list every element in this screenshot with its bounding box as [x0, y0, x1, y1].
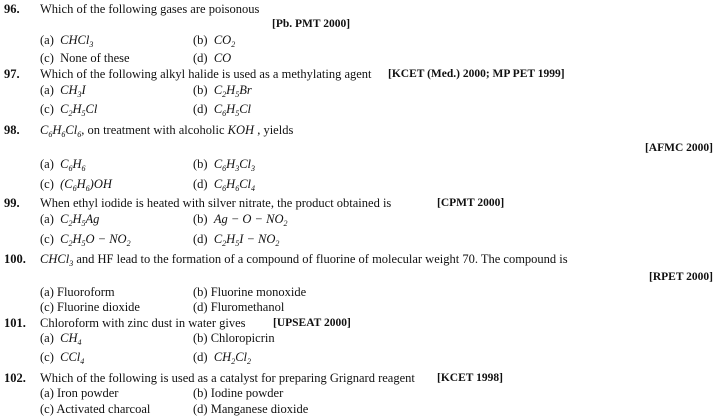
option-label: (c) — [40, 402, 54, 416]
option-label: (b) — [193, 83, 208, 97]
option-label: (a) — [40, 386, 54, 400]
question-source: [KCET (Med.) 2000; MP PET 1999] — [388, 68, 565, 80]
option-text: Manganese dioxide — [210, 402, 309, 416]
option-formula — [60, 33, 93, 47]
question-source: [UPSEAT 2000] — [273, 317, 351, 329]
option-label: (a) — [40, 212, 54, 226]
question-source: [KCET 1998] — [437, 372, 503, 384]
option-d[interactable] — [193, 102, 251, 117]
option-label: (b) — [193, 285, 208, 299]
option-label: (d) — [193, 51, 208, 65]
option-label: (b) — [193, 212, 208, 226]
option-b[interactable] — [193, 157, 255, 172]
option-formula: $C_6H_6Cl_4$ — [213, 177, 256, 193]
option-formula: $CH_4$ — [60, 331, 82, 347]
option-formula: $Ag - O - NO_2$ — [213, 212, 288, 228]
question-number: 96. — [4, 2, 20, 16]
question-stem — [40, 123, 293, 138]
option-text: Iron powder — [57, 386, 119, 400]
option-d[interactable] — [193, 51, 231, 66]
question-source: [RPET 2000] — [649, 271, 713, 283]
option-c[interactable] — [40, 177, 112, 192]
option-label: (d) — [193, 300, 208, 314]
option-label: (b) — [193, 386, 208, 400]
option-b[interactable] — [193, 33, 235, 48]
question-stem: Which of the following alkyl halide is used as a methylating agent — [40, 67, 372, 81]
option-a[interactable] — [40, 157, 86, 172]
option-c[interactable] — [40, 300, 140, 315]
stem-text: , yields — [257, 123, 294, 137]
option-d[interactable] — [193, 300, 284, 315]
option-label: (d) — [193, 232, 208, 246]
option-c[interactable] — [40, 51, 130, 66]
option-formula: $C_2H_5I - NO_2$ — [213, 232, 280, 248]
option-text: Chloropicrin — [210, 331, 275, 345]
option-text: Fluoroform — [57, 285, 115, 299]
stem-formula: $C_6H_6Cl_6$ — [40, 123, 82, 139]
formula-base: CO — [213, 33, 232, 47]
option-c[interactable] — [40, 232, 131, 247]
option-a[interactable] — [40, 83, 86, 98]
option-label: (a) — [40, 285, 54, 299]
option-d[interactable] — [193, 177, 255, 192]
option-text: Fluorine dioxide — [57, 300, 140, 314]
option-formula: $C_2H_5Cl$ — [60, 102, 98, 118]
option-label: (c) — [40, 300, 54, 314]
option-text: Fluromethanol — [210, 300, 285, 314]
question-source: [AFMC 2000] — [644, 142, 713, 154]
option-label: (a) — [40, 33, 54, 47]
option-formula: $C_2H_5Br$ — [213, 83, 252, 99]
formula-base: CHCl — [60, 33, 90, 47]
option-b[interactable] — [193, 285, 306, 300]
option-label: (d) — [193, 102, 208, 116]
option-label: (d) — [193, 402, 208, 416]
option-label: (c) — [40, 350, 54, 364]
option-formula: CO — [213, 51, 232, 65]
question-source: [Pb. PMT 2000] — [272, 18, 351, 30]
stem-formula: KOH — [227, 123, 255, 137]
option-label: (c) — [40, 232, 54, 246]
option-label: (d) — [193, 177, 208, 191]
question-source: [CPMT 2000] — [437, 197, 505, 209]
formula-sub: 3 — [89, 40, 94, 49]
option-label: (c) — [40, 102, 54, 116]
option-label: (a) — [40, 83, 54, 97]
option-label: (b) — [193, 331, 208, 345]
option-label: (a) — [40, 331, 54, 345]
formula-sub: 2 — [231, 40, 236, 49]
stem-text: , on treatment with alcoholic — [81, 123, 225, 137]
option-c[interactable] — [40, 402, 150, 417]
option-b[interactable] — [193, 386, 283, 401]
option-c[interactable] — [40, 102, 97, 117]
option-label: (b) — [193, 33, 208, 47]
question-stem: Which of the following is used as a catalyst for preparing Grignard reagent — [40, 371, 415, 385]
option-label: (a) — [40, 157, 54, 171]
question-number: 100. — [4, 252, 26, 266]
option-a[interactable] — [40, 386, 118, 401]
option-b[interactable] — [193, 83, 252, 98]
option-formula: $C_2H_5Ag$ — [60, 212, 100, 228]
option-label: (c) — [40, 51, 54, 65]
question-stem — [40, 252, 568, 267]
question-number: 102. — [4, 371, 26, 385]
question-number: 97. — [4, 67, 20, 81]
option-formula: $CH_2Cl_2$ — [213, 350, 252, 366]
option-text: Iodine powder — [210, 386, 284, 400]
option-b[interactable] — [193, 331, 275, 346]
option-formula: $C_6H_6$ — [60, 157, 86, 173]
option-d[interactable] — [193, 350, 251, 365]
option-formula: $C_2H_5O - NO_2$ — [60, 232, 131, 248]
option-formula: $C_6H_5Cl$ — [213, 102, 252, 118]
option-label: (c) — [40, 177, 54, 191]
option-formula — [214, 33, 235, 47]
question-stem: Chloroform with zinc dust in water gives — [40, 316, 246, 330]
question-number: 98. — [4, 123, 20, 137]
question-stem: Which of the following gases are poisonous — [40, 2, 260, 16]
question-stem: When ethyl iodide is heated with silver nitrate, the product obtained is — [40, 196, 392, 210]
option-a[interactable] — [40, 33, 93, 48]
question-number: 101. — [4, 316, 26, 330]
option-d[interactable] — [193, 402, 308, 417]
option-formula: CCl$_4$ — [60, 350, 85, 366]
option-label: (b) — [193, 157, 208, 171]
option-formula: $CH_3I$ — [60, 83, 86, 99]
option-label: (d) — [193, 350, 208, 364]
question-number: 99. — [4, 196, 20, 210]
option-formula: $(C_6H_6)OH$ — [60, 177, 112, 193]
option-d[interactable] — [193, 232, 279, 247]
option-text: None of these — [60, 51, 130, 65]
option-a[interactable] — [40, 212, 99, 227]
option-b[interactable] — [193, 212, 287, 227]
stem-text: and HF lead to the formation of a compound of fluorine of molecular weight 70. The compound is — [76, 252, 568, 266]
option-a[interactable] — [40, 331, 82, 346]
option-text: Activated charcoal — [56, 402, 151, 416]
option-text: Fluorine monoxide — [210, 285, 307, 299]
stem-formula: CHCl$_3$ — [40, 252, 74, 268]
option-formula: $C_6H_3Cl_3$ — [213, 157, 256, 173]
option-c[interactable] — [40, 350, 84, 365]
option-a[interactable] — [40, 285, 115, 300]
